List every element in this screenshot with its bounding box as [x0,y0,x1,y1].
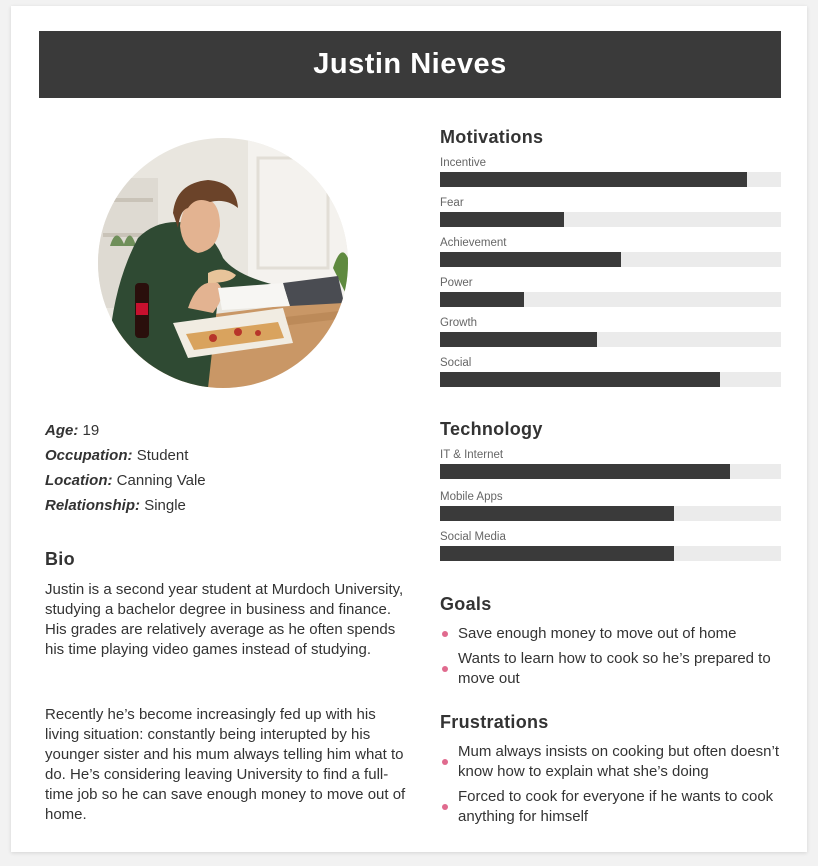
bio-paragraph: Justin is a second year student at Murdoch University, studying a bachelor degree in business and finance. His grades are relatively average as he often spends his time playing video games instead of studying. [45,581,404,658]
metric-fill [440,252,621,267]
metric-track [440,212,781,227]
metric-track [440,506,781,521]
metric-track [440,172,781,187]
metric-achievement [440,237,781,267]
metric-track [440,546,781,561]
detail-age: Age: 19 [45,422,100,439]
metric-track [440,464,781,479]
goal-item: Save enough money to move out of home [440,624,790,644]
metric-fill [440,292,524,307]
frustration-item: Forced to cook for everyone if he wants to cook anything for himself [440,787,790,827]
metric-growth [440,317,781,347]
metric-fill [440,506,674,521]
motivations-heading: Motivations [440,127,544,147]
bullet-dot-icon [442,631,448,637]
metric-fill [440,212,564,227]
metric-label: Social [440,357,472,369]
metric-fear [440,197,781,227]
metric-social [440,357,781,387]
metric-fill [440,372,720,387]
profile-photo-illustration [98,138,348,388]
persona-card [11,6,807,852]
bio-paragraph: Recently he’s become increasingly fed up with his living situation: constantly being interupted by his younger sister and his mum always telling him what to do. He’s considering leaving University to find a full-time job so he can save enough money to move out of home. [45,706,406,823]
persona-name-header [39,31,781,98]
metric-label: Power [440,277,473,289]
detail-relationship: Relationship: Single [45,497,186,514]
detail-location: Location: Canning Vale [45,472,206,489]
goals-list [440,624,790,689]
metric-label: Social Media [440,531,506,543]
frustration-item: Mum always insists on cooking but often doesn’t know how to explain what she’s doing [440,742,790,782]
metric-fill [440,464,730,479]
bio-heading: Bio [45,549,75,569]
frustrations-list [440,742,790,827]
frustrations-heading: Frustrations [440,712,549,732]
metric-label: Growth [440,317,478,329]
bullet-dot-icon [442,666,448,672]
detail-occupation: Occupation: Student [45,447,189,464]
metric-label: Incentive [440,157,487,169]
metric-fill [440,332,597,347]
metric-it-internet [440,449,781,479]
goals-heading: Goals [440,594,492,614]
metric-track [440,292,781,307]
metric-label: Achievement [440,237,507,249]
persona-details [45,418,206,518]
technology-heading: Technology [440,419,543,439]
persona-name: Justin Nieves [313,48,507,80]
metric-track [440,332,781,347]
metric-social-media [440,531,781,561]
metric-label: IT & Internet [440,449,504,461]
goal-item: Wants to learn how to cook so he’s prepared to move out [440,649,790,689]
profile-photo [98,138,348,388]
metric-fill [440,546,674,561]
metric-label: Mobile Apps [440,491,503,503]
metric-label: Fear [440,197,464,209]
metric-track [440,252,781,267]
bullet-dot-icon [442,804,448,810]
metric-incentive [440,157,781,187]
metric-mobile-apps [440,491,781,521]
bullet-dot-icon [442,759,448,765]
metric-track [440,372,781,387]
metric-power [440,277,781,307]
metric-fill [440,172,747,187]
